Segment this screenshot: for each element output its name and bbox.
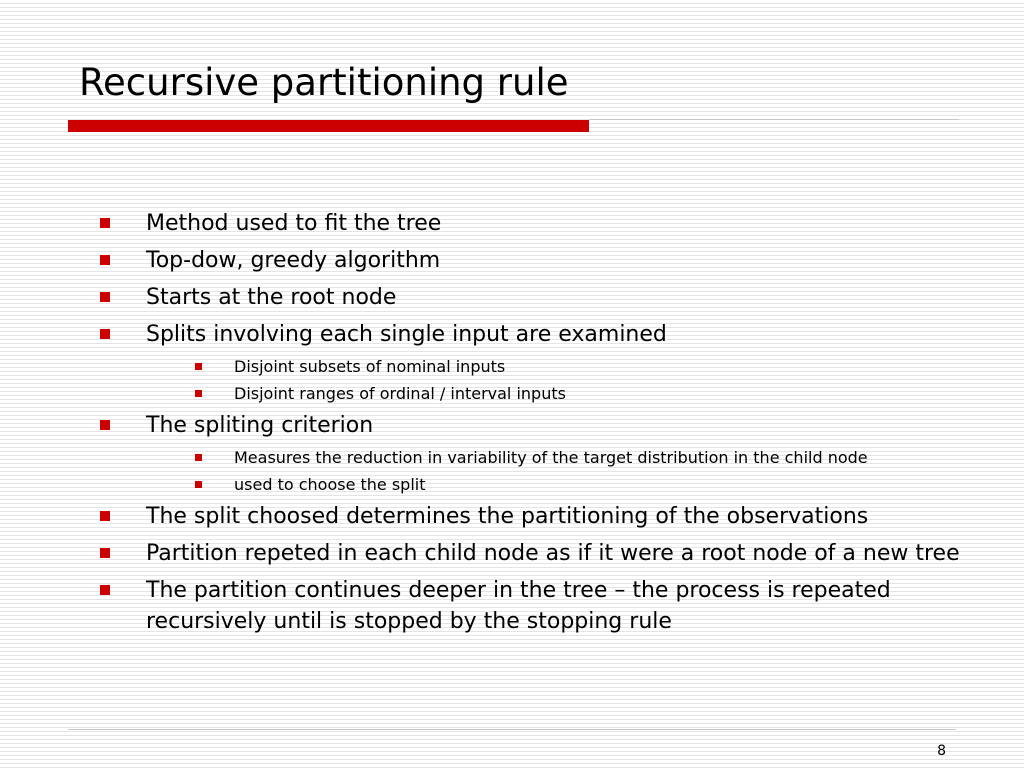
bullet-item (97, 242, 967, 279)
red-square-bullet-icon (195, 363, 202, 370)
footer-rule (68, 729, 956, 730)
red-square-bullet-icon (100, 218, 110, 228)
bullet-text: Partition repeted in each child node as if it were a root node of a new tree (146, 541, 960, 566)
red-square-bullet-icon (195, 454, 202, 461)
bullet-item (97, 279, 967, 316)
bullet-item (97, 535, 967, 572)
sub-bullet-text: Disjoint subsets of nominal inputs (234, 357, 506, 376)
bullet-item (97, 407, 967, 444)
red-square-bullet-icon (100, 292, 110, 302)
sub-bullet-text: Measures the reduction in variability of the target distribution in the child node (234, 448, 868, 467)
red-square-bullet-icon (195, 390, 202, 397)
bullet-text: Top-dow, greedy algorithm (146, 248, 441, 273)
red-square-bullet-icon (100, 585, 110, 595)
bullet-text: The spliting criterion (146, 413, 374, 438)
slide-title: Recursive partitioning rule (79, 61, 569, 104)
bullet-text: Splits involving each single input are examined (146, 322, 667, 347)
sub-bullet-item (97, 444, 967, 471)
red-square-bullet-icon (195, 481, 202, 488)
sub-bullet-item (97, 353, 967, 380)
red-square-bullet-icon (100, 548, 110, 558)
bullet-item (97, 205, 967, 242)
sub-bullet-item (97, 471, 967, 498)
page-number: 8 (937, 743, 946, 759)
red-square-bullet-icon (100, 329, 110, 339)
sub-bullet-text: Disjoint ranges of ordinal / interval inputs (234, 384, 566, 403)
red-square-bullet-icon (100, 420, 110, 430)
bullet-item (97, 316, 967, 353)
red-square-bullet-icon (100, 511, 110, 521)
sub-bullet-text: used to choose the split (234, 475, 426, 494)
bullet-text: The partition continues deeper in the tree – the process is repeated recursively until is stopped by the stopping rule (146, 578, 891, 634)
bullet-text: The split choosed determines the partitioning of the observations (146, 504, 869, 529)
title-underline-rule (589, 119, 959, 120)
bullet-text: Method used to fit the tree (146, 211, 442, 236)
bullet-text: Starts at the root node (146, 285, 397, 310)
red-square-bullet-icon (100, 255, 110, 265)
bullet-item (97, 572, 967, 640)
title-underline-bar (68, 120, 589, 132)
sub-bullet-item (97, 380, 967, 407)
bullet-item (97, 498, 967, 535)
bullet-list (97, 205, 967, 640)
